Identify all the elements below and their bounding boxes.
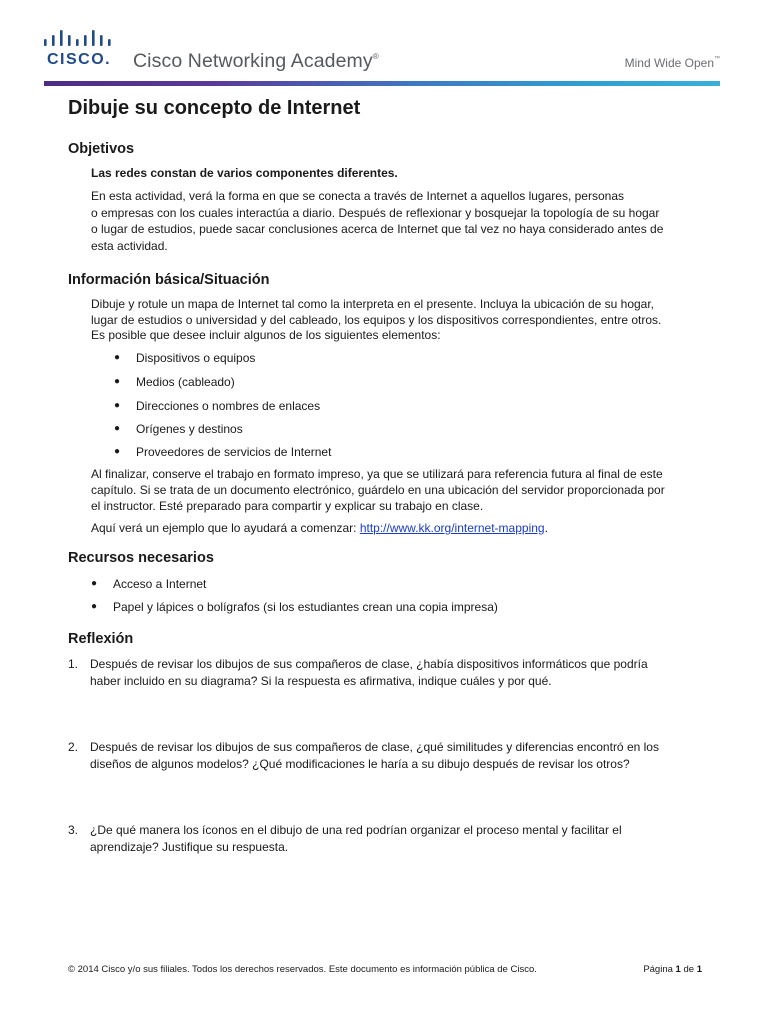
tagline-text: Mind Wide Open <box>624 56 714 70</box>
question-line: ¿De qué manera los íconos en el dibujo de una red podrían organizar el proceso mental y facilitar el <box>90 823 622 837</box>
informacion-closing-line-2: capítulo. Si se trata de un documento electrónico, guárdelo en una ubicación del servidor proporcionada por <box>91 483 665 497</box>
question-line: Después de revisar los dibujos de sus compañeros de clase, ¿había dispositivos informáticos que podría <box>90 657 648 671</box>
informacion-intro-line-2: lugar de estudios o universidad y del cableado, los equipos y los dispositivos correspondientes, entre otros. <box>91 312 662 327</box>
cisco-logo-word: CISCO. <box>47 51 112 68</box>
bullet-icon: ● <box>114 423 121 434</box>
objetivos-line-3: o lugar de estudios, puede sacar conclusiones acerca de Internet que tal vez no haya considerado antes de <box>91 222 664 236</box>
footer-page-number <box>643 964 702 975</box>
example-link[interactable]: http://www.kk.org/internet-mapping <box>359 521 545 535</box>
academy-title <box>133 50 379 73</box>
question-number: 1. <box>68 657 79 671</box>
list-item-text: Proveedores de servicios de Internet <box>136 445 332 459</box>
section-heading-recursos: Recursos necesarios <box>68 550 214 566</box>
objetivos-line-4: esta actividad. <box>91 238 168 253</box>
informacion-closing-line-3: el instructor. Esté preparado para compartir y explicar su trabajo en clase. <box>91 499 484 513</box>
question-line: haber incluido en su diagrama? Si la respuesta es afirmativa, indique cuáles y por qué. <box>90 673 552 688</box>
bullet-icon: ● <box>114 446 121 457</box>
question-number: 3. <box>68 823 79 837</box>
list-item-text: Medios (cableado) <box>136 375 235 389</box>
informacion-closing-line-1: Al finalizar, conserve el trabajo en formato impreso, ya que se utilizará para referencia futura al final de este <box>91 467 663 481</box>
header-gradient-rule <box>44 81 720 86</box>
example-suffix: . <box>544 521 548 535</box>
section-heading-reflexion: Reflexión <box>68 631 134 647</box>
page-title: Dibuje su concepto de Internet <box>68 97 361 119</box>
example-prefix: Aquí verá un ejemplo que lo ayudará a comenzar: <box>91 521 360 535</box>
academy-title-text: Cisco Networking Academy <box>133 50 373 72</box>
bullet-icon: ● <box>91 601 98 612</box>
bullet-icon: ● <box>91 578 98 589</box>
page-of: de <box>683 964 695 975</box>
informacion-intro-line-3: Es posible que desee incluir algunos de los siguientes elementos: <box>91 328 441 342</box>
list-item-text: Papel y lápices o bolígrafos (si los estudiantes crean una copia impresa) <box>113 600 498 614</box>
bullet-icon: ● <box>114 400 121 411</box>
page-current: 1 <box>675 964 681 975</box>
page-header <box>0 0 768 90</box>
list-item-text: Direcciones o nombres de enlaces <box>136 399 321 413</box>
question-line: diseños de algunos modelos? ¿Qué modificaciones le haría a su dibujo después de revisar los otros? <box>90 756 630 771</box>
footer-copyright: © 2014 Cisco y/o sus filiales. Todos los derechos reservados. Este documento es información pública de Cisco. <box>68 964 537 975</box>
list-item-text: Orígenes y destinos <box>136 422 243 436</box>
list-item-text: Dispositivos o equipos <box>136 351 256 365</box>
tagline <box>625 56 720 70</box>
question-line: aprendizaje? Justifique su respuesta. <box>90 839 289 854</box>
cisco-logo-bars-icon <box>44 30 114 50</box>
example-line <box>91 520 701 537</box>
section-heading-objetivos: Objetivos <box>68 141 135 157</box>
objetivos-line-2: o empresas con los cuales interactúa a diario. Después de reflexionar y bosquejar la topología de su hogar <box>91 205 660 220</box>
bullet-icon: ● <box>114 352 121 363</box>
informacion-intro-line-1: Dibuje y rotule un mapa de Internet tal como la interpreta en el presente. Incluya la ubicación de su hogar, <box>91 297 655 311</box>
cisco-logo-text: CISCO <box>47 51 106 68</box>
objetivos-line-1: En esta actividad, verá la forma en que se conecta a través de Internet a aquellos lugares, personas <box>91 189 624 203</box>
registered-mark: ® <box>372 52 379 61</box>
question-line: Después de revisar los dibujos de sus compañeros de clase, ¿qué similitudes y diferencias encontró en los <box>90 740 659 754</box>
section-heading-informacion: Información básica/Situación <box>68 272 270 288</box>
bullet-icon: ● <box>114 376 121 387</box>
list-item-text: Acceso a Internet <box>113 577 207 591</box>
objetivos-lead: Las redes constan de varios componentes diferentes. <box>91 166 398 180</box>
question-number: 2. <box>68 740 79 754</box>
trademark-mark: ™ <box>714 56 720 62</box>
page-total: 1 <box>696 964 702 975</box>
page-label: Página <box>643 964 673 975</box>
